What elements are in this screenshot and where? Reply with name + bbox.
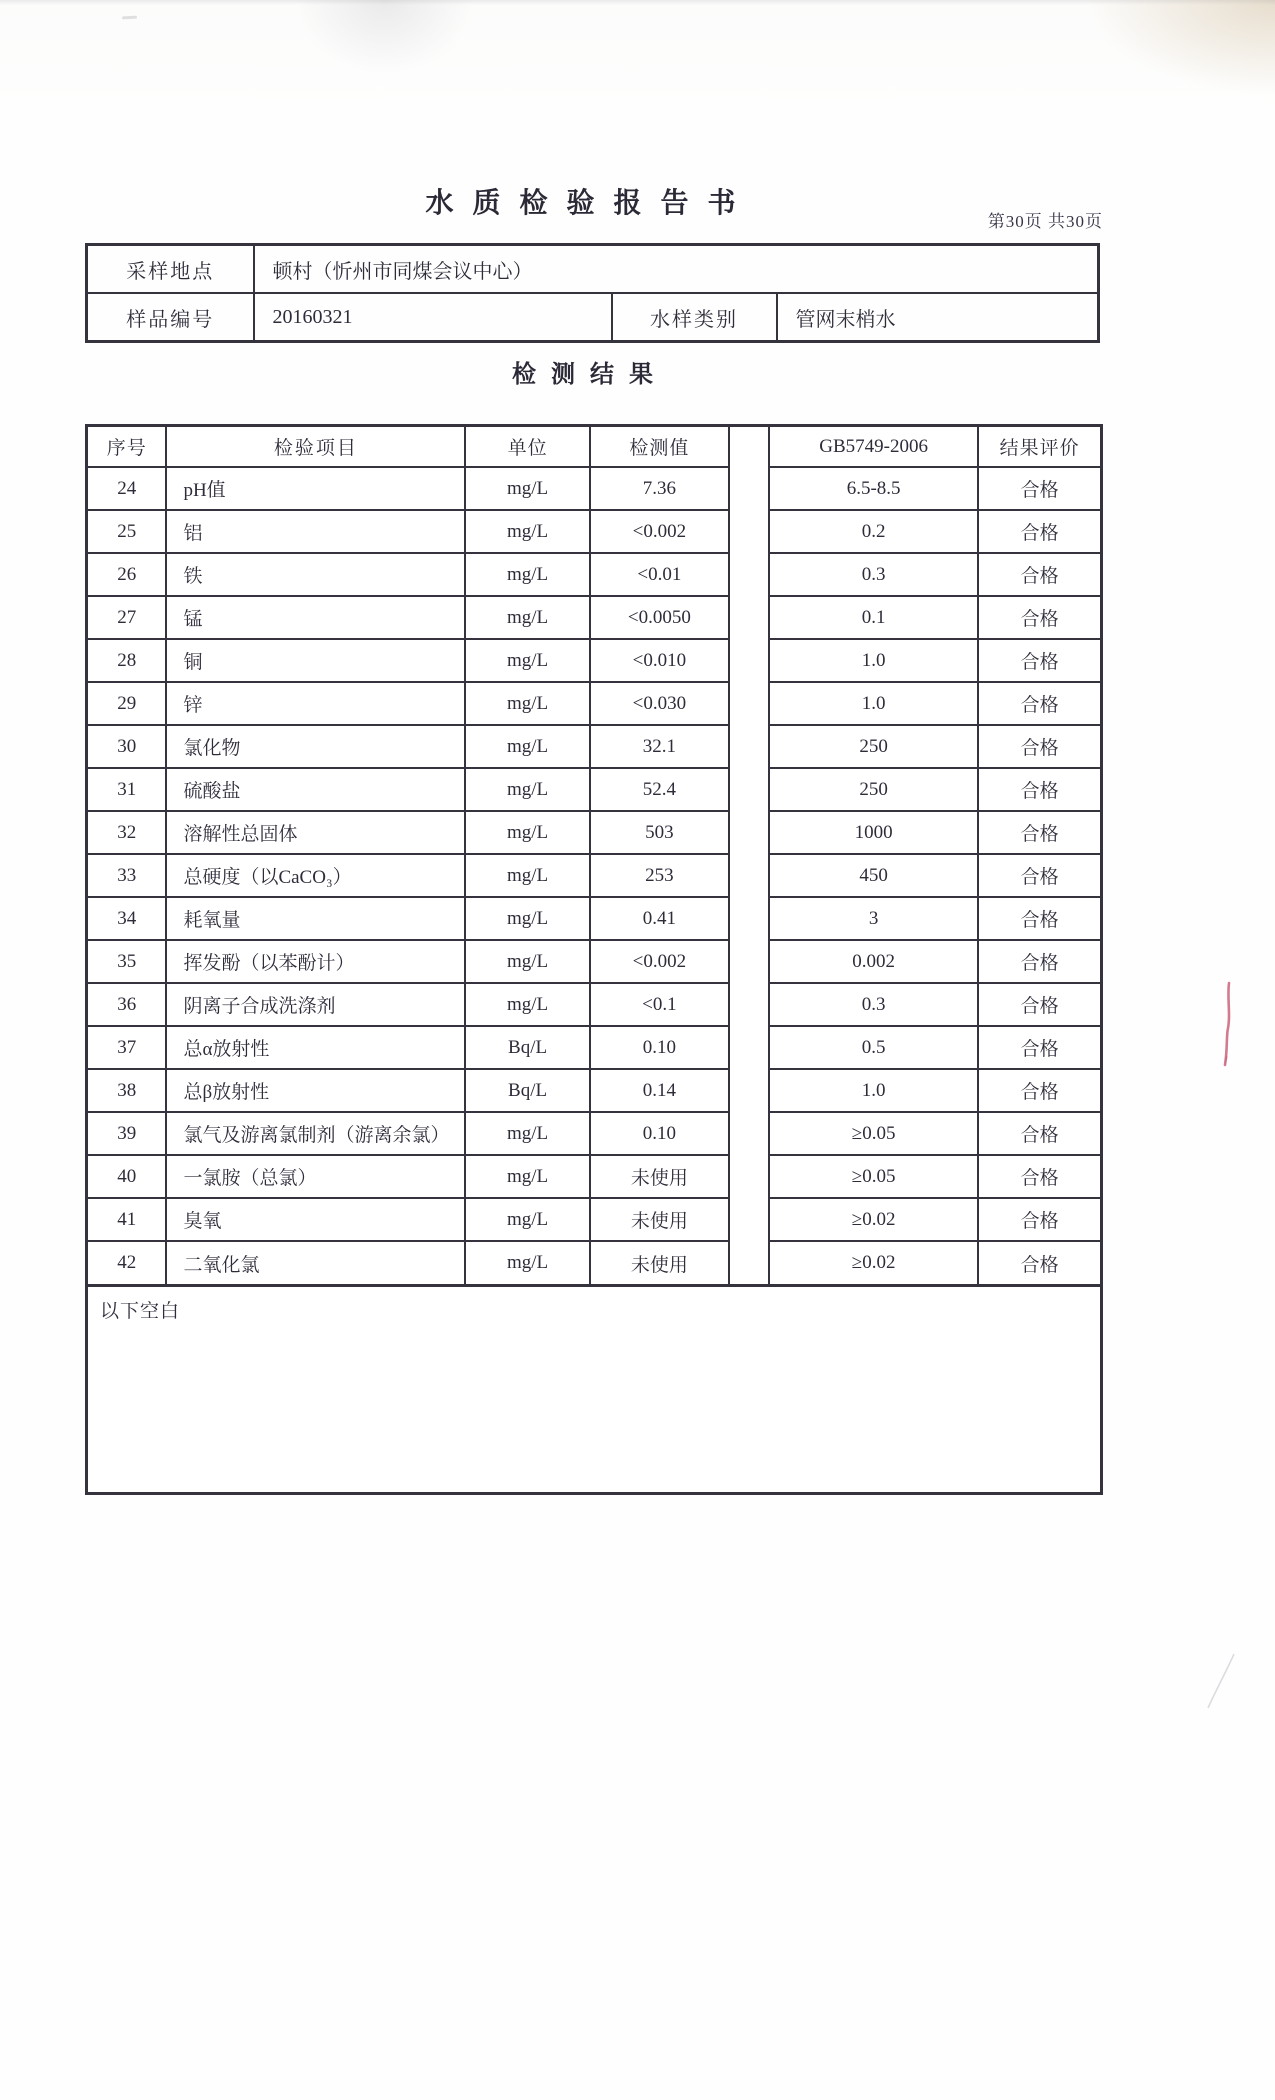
sample-location-row (87, 245, 1099, 294)
cell-value: 未使用 (590, 1198, 729, 1241)
cell-value: 0.41 (590, 897, 729, 940)
cell-spacer (729, 983, 769, 1026)
cell-standard: 1000 (769, 811, 978, 854)
result-row (88, 596, 1100, 639)
scan-corner-tint (1085, 0, 1275, 95)
cell-no: 37 (88, 1026, 166, 1069)
cell-value: <0.002 (590, 940, 729, 983)
cell-value: <0.0050 (590, 596, 729, 639)
cell-evaluation: 合格 (978, 1026, 1100, 1069)
cell-unit: Bq/L (465, 1069, 590, 1112)
result-row (88, 1112, 1100, 1155)
cell-unit: mg/L (465, 639, 590, 682)
cell-unit: mg/L (465, 1198, 590, 1241)
cell-standard: 450 (769, 854, 978, 897)
cell-evaluation: 合格 (978, 596, 1100, 639)
cell-standard: ≥0.05 (769, 1155, 978, 1198)
cell-no: 28 (88, 639, 166, 682)
cell-item: 总β放射性 (166, 1069, 465, 1112)
cell-unit: Bq/L (465, 1026, 590, 1069)
cell-spacer (729, 682, 769, 725)
cell-spacer (729, 1026, 769, 1069)
header-unit: 单位 (465, 427, 590, 467)
sample-number-label: 样品编号 (87, 293, 254, 342)
cell-no: 27 (88, 596, 166, 639)
cell-evaluation: 合格 (978, 811, 1100, 854)
cell-standard: 0.3 (769, 553, 978, 596)
cell-spacer (729, 639, 769, 682)
cell-spacer (729, 596, 769, 639)
result-row (88, 1069, 1100, 1112)
cell-standard: 0.002 (769, 940, 978, 983)
cell-value: 0.14 (590, 1069, 729, 1112)
cell-standard: 0.3 (769, 983, 978, 1026)
cell-value: <0.010 (590, 639, 729, 682)
cell-evaluation: 合格 (978, 553, 1100, 596)
cell-value: 32.1 (590, 725, 729, 768)
cell-item: 锰 (166, 596, 465, 639)
result-row (88, 1026, 1100, 1069)
cell-standard: ≥0.02 (769, 1241, 978, 1284)
result-row (88, 768, 1100, 811)
cell-evaluation: 合格 (978, 467, 1100, 510)
result-row (88, 510, 1100, 553)
cell-evaluation: 合格 (978, 682, 1100, 725)
cell-value: 7.36 (590, 467, 729, 510)
cell-item: 硫酸盐 (166, 768, 465, 811)
cell-item: 一氯胺（总氯） (166, 1155, 465, 1198)
cell-no: 25 (88, 510, 166, 553)
cell-standard: 0.2 (769, 510, 978, 553)
blank-below-note: 以下空白 (88, 1284, 1100, 1492)
cell-spacer (729, 510, 769, 553)
results-table (88, 427, 1100, 1284)
result-row (88, 983, 1100, 1026)
water-type-label: 水样类别 (612, 293, 777, 342)
cell-value: 253 (590, 854, 729, 897)
cell-no: 36 (88, 983, 166, 1026)
cell-value: <0.01 (590, 553, 729, 596)
cell-standard: 1.0 (769, 639, 978, 682)
cell-no: 40 (88, 1155, 166, 1198)
cell-item: 铜 (166, 639, 465, 682)
results-header-row (88, 427, 1100, 467)
cell-unit: mg/L (465, 811, 590, 854)
cell-unit: mg/L (465, 983, 590, 1026)
cell-standard: ≥0.05 (769, 1112, 978, 1155)
cell-evaluation: 合格 (978, 510, 1100, 553)
cell-spacer (729, 897, 769, 940)
result-row (88, 682, 1100, 725)
cell-value: <0.002 (590, 510, 729, 553)
red-pen-mark (1219, 981, 1237, 1067)
cell-standard: 1.0 (769, 682, 978, 725)
cell-unit: mg/L (465, 1155, 590, 1198)
page-number: 第30页 共30页 (987, 212, 1103, 231)
cell-spacer (729, 553, 769, 596)
cell-unit: mg/L (465, 768, 590, 811)
cell-item: 溶解性总固体 (166, 811, 465, 854)
cell-evaluation: 合格 (978, 1069, 1100, 1112)
cell-no: 34 (88, 897, 166, 940)
cell-standard: 6.5-8.5 (769, 467, 978, 510)
cell-value: 503 (590, 811, 729, 854)
result-row (88, 897, 1100, 940)
cell-unit: mg/L (465, 854, 590, 897)
cell-item: 铝 (166, 510, 465, 553)
section-title: 检测结果 (512, 362, 668, 388)
cell-no: 39 (88, 1112, 166, 1155)
header-evaluation: 结果评价 (978, 427, 1100, 467)
header-no: 序号 (88, 427, 166, 467)
results-body (88, 467, 1100, 1284)
cell-evaluation: 合格 (1020, 1254, 1059, 1276)
scan-dash-artifact (122, 16, 137, 20)
cell-no: 32 (88, 811, 166, 854)
header-standard: GB5749-2006 (769, 427, 978, 467)
cell-value: 0.10 (590, 1026, 729, 1069)
cell-evaluation: 合格 (978, 768, 1100, 811)
cell-unit: mg/L (465, 940, 590, 983)
cell-item: 总α放射性 (166, 1026, 465, 1069)
cell-item: 氯化物 (166, 725, 465, 768)
cell-spacer (729, 1198, 769, 1241)
cell-unit: mg/L (465, 596, 590, 639)
results-table-container (85, 424, 1103, 1495)
cell-item: 二氧化氯 (166, 1241, 465, 1284)
cell-no: 31 (88, 768, 166, 811)
cell-spacer (729, 1241, 769, 1284)
cell-unit: mg/L (465, 682, 590, 725)
cell-standard: 3 (769, 897, 978, 940)
cell-spacer (729, 1112, 769, 1155)
cell-item: 阴离子合成洗涤剂 (166, 983, 465, 1026)
cell-item: 耗氧量 (166, 897, 465, 940)
cell-unit: mg/L (465, 510, 590, 553)
cell-standard: 0.5 (769, 1026, 978, 1069)
cell-no: 41 (88, 1198, 166, 1241)
cell-spacer (729, 768, 769, 811)
scan-smudge (295, 0, 475, 75)
cell-evaluation: 合格 (978, 854, 1100, 897)
cell-spacer (729, 811, 769, 854)
cell-value: <0.1 (590, 983, 729, 1026)
cell-value: <0.030 (590, 682, 729, 725)
cell-spacer (729, 940, 769, 983)
cell-unit: mg/L (465, 1112, 590, 1155)
gray-scratch-mark (1198, 1650, 1242, 1712)
cell-value: 未使用 (590, 1155, 729, 1198)
cell-spacer (729, 725, 769, 768)
sample-number-row (87, 293, 1099, 342)
header-spacer (729, 427, 769, 467)
sample-number-value: 20160321 (254, 293, 612, 342)
cell-no: 35 (88, 940, 166, 983)
sampling-location-label: 采样地点 (87, 245, 254, 294)
cell-standard: 250 (769, 725, 978, 768)
cell-spacer (729, 467, 769, 510)
cell-no: 29 (88, 682, 166, 725)
water-type-value: 管网末梢水 (777, 293, 1099, 342)
cell-item: 锌 (166, 682, 465, 725)
header-value: 检测值 (590, 427, 729, 467)
cell-no: 42 (88, 1241, 166, 1284)
cell-standard: 250 (769, 768, 978, 811)
cell-evaluation: 合格 (978, 725, 1100, 768)
cell-unit: mg/L (465, 1241, 590, 1284)
sample-info-table (85, 243, 1100, 343)
result-row (88, 1198, 1100, 1241)
cell-item: 臭氧 (166, 1198, 465, 1241)
cell-unit: mg/L (465, 467, 590, 510)
cell-unit: mg/L (465, 725, 590, 768)
header-item: 检验项目 (166, 427, 465, 467)
cell-spacer (729, 1069, 769, 1112)
cell-evaluation: 合格 (978, 940, 1100, 983)
result-row (88, 854, 1100, 897)
result-row (88, 1155, 1100, 1198)
cell-item: pH值 (166, 467, 465, 510)
sampling-location-value: 顿村（忻州市同煤会议中心） (254, 245, 1099, 294)
cell-item: 挥发酚（以苯酚计） (166, 940, 465, 983)
result-row (88, 553, 1100, 596)
cell-spacer (729, 854, 769, 897)
cell-value: 未使用 (590, 1241, 729, 1284)
result-row (88, 467, 1100, 510)
cell-evaluation: 合格 (978, 1112, 1100, 1155)
cell-evaluation: 合格 (978, 1198, 1100, 1241)
cell-no: 24 (88, 467, 166, 510)
result-row (88, 1241, 1100, 1284)
cell-evaluation: 合格 (978, 897, 1100, 940)
cell-item: 铁 (166, 553, 465, 596)
cell-no: 30 (88, 725, 166, 768)
result-row (88, 940, 1100, 983)
cell-evaluation: 合格 (978, 639, 1100, 682)
result-row (88, 725, 1100, 768)
cell-standard: ≥0.02 (769, 1198, 978, 1241)
cell-no: 26 (88, 553, 166, 596)
cell-spacer (729, 1155, 769, 1198)
cell-no: 33 (88, 854, 166, 897)
cell-value: 52.4 (590, 768, 729, 811)
cell-unit: mg/L (465, 553, 590, 596)
cell-no: 38 (88, 1069, 166, 1112)
cell-standard: 1.0 (769, 1069, 978, 1112)
cell-evaluation: 合格 (978, 983, 1100, 1026)
page-title: 水质检验报告书 (425, 188, 755, 219)
cell-item: 总硬度（以CaCO₃） (166, 854, 465, 897)
cell-evaluation: 合格 (978, 1155, 1100, 1198)
cell-unit: mg/L (465, 897, 590, 940)
result-row (88, 639, 1100, 682)
cell-standard: 0.1 (769, 596, 978, 639)
cell-item: 氯气及游离氯制剂（游离余氯） (166, 1112, 465, 1155)
scan-top-shadow (0, 0, 1275, 5)
result-row (88, 811, 1100, 854)
cell-value: 0.10 (590, 1112, 729, 1155)
